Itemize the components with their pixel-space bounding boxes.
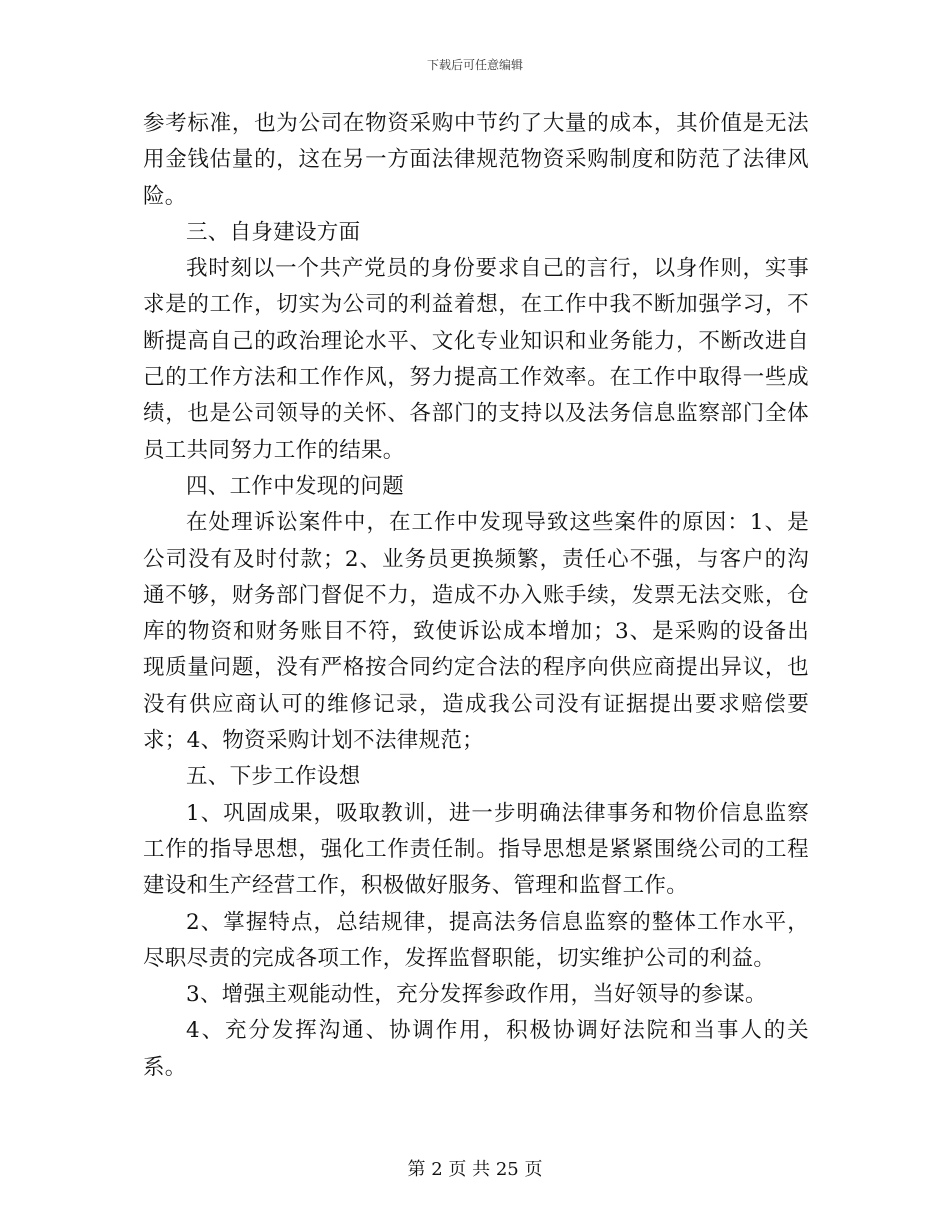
- paragraph-problems: 在处理诉讼案件中，在工作中发现导致这些案件的原因：1、是公司没有及时付款；2、业务员更换频繁，责任心不强，与客户的沟通不够，财务部门督促不力，造成不办入账手续，发票无法交账，仓库的物资和财务账目不符，致使诉讼成本增加；3、是采购的设备出现质量问题，没有严格按合同约定合法的程序向供应商提出异议，也没有供应商认可的维修记录，造成我公司没有证据提出要求赔偿要求；4、物资采购计划不法律规范；: [143, 510, 809, 754]
- section-heading-self-building: 三、自身建设方面: [186, 219, 361, 245]
- page-header: 下载后可任意编辑: [426, 58, 523, 72]
- document-body: [143, 106, 809, 1086]
- section-heading-problems: 四、工作中发现的问题: [186, 473, 405, 499]
- page-footer: 第 2 页 共 25 页: [407, 1159, 543, 1180]
- section-heading-next-steps: 五、下步工作设想: [186, 764, 361, 790]
- list-item-next-step-4: 4、充分发挥沟通、协调作用，积极协调好法院和当事人的关系。: [143, 1018, 809, 1080]
- list-item-next-step-2: 2、掌握特点，总结规律，提高法务信息监察的整体工作水平，尽职尽责的完成各项工作，发挥监督职能，切实维护公司的利益。: [143, 909, 809, 971]
- list-item-next-step-1: 1、巩固成果，吸取教训，进一步明确法律事务和物价信息监察工作的指导思想，强化工作责任制。指导思想是紧紧围绕公司的工程建设和生产经营工作，积极做好服务、管理和监督工作。: [143, 800, 809, 899]
- paragraph-reference-standard: 参考标准，也为公司在物资采购中节约了大量的成本，其价值是无法用金钱估量的，这在另一方面法律规范物资采购制度和防范了法律风险。: [143, 111, 809, 209]
- paragraph-self-building: 我时刻以一个共产党员的身份要求自己的言行，以身作则，实事求是的工作，切实为公司的利益着想，在工作中我不断加强学习，不断提高自己的政治理论水平、文化专业知识和业务能力，不断改进自己的工作方法和工作作风，努力提高工作效率。在工作中取得一些成绩，也是公司领导的关怀、各部门的支持以及法务信息监察部门全体员工共同努力工作的结果。: [143, 256, 809, 463]
- list-item-next-step-3: 3、增强主观能动性，充分发挥参政作用，当好领导的参谋。: [186, 982, 767, 1008]
